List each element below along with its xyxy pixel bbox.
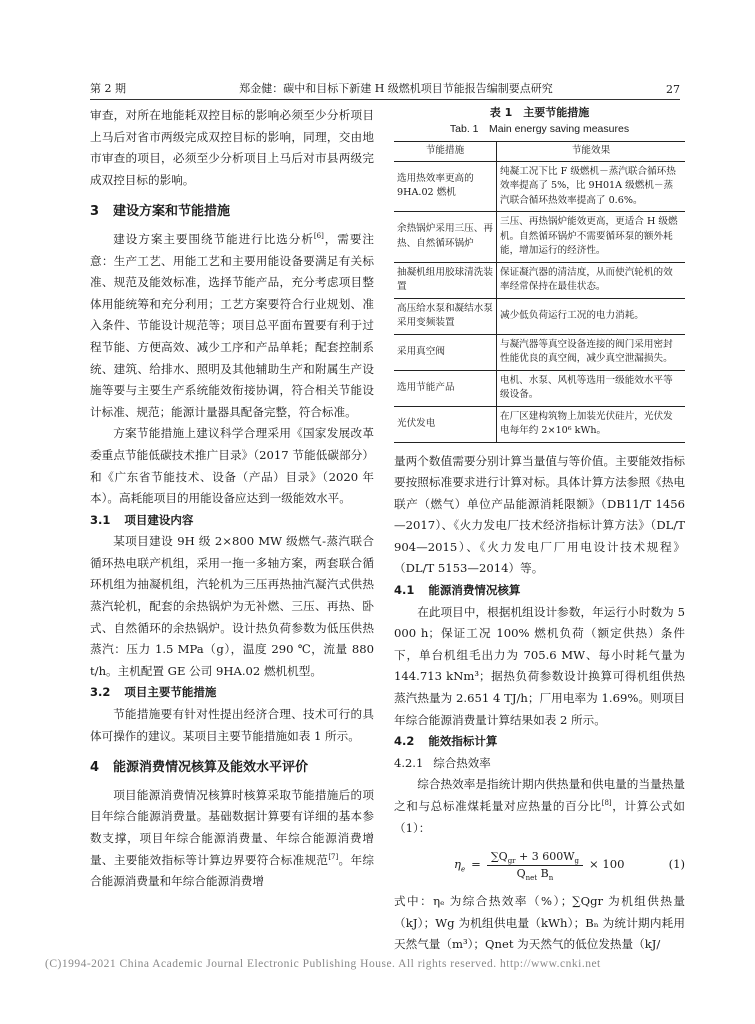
section-title: 建设方案和节能措施 [113, 204, 231, 220]
citation[interactable]: [7] [328, 852, 339, 861]
table-header-row [394, 142, 685, 162]
paragraph-s4-1: 在此项目中，根据机组设计参数，年运行小时数为 5 000 h；保证工况 100% 燃机负荷（额定供热）条件下，单台机组毛出力为 705.6 MW、每小时耗气量为 144.713 kNm³；据热负荷参数设计换算可得机组供热蒸汽热量为 2.651 4 TJ/h；厂用电率为 1.69%。则项目年综合能源消费量计算结果如表 2 所示。 [394, 604, 685, 727]
energy-measures-table [394, 141, 685, 443]
left-column [90, 105, 374, 893]
page-header [90, 78, 680, 100]
section-3-2-heading: 3.2 项目主要节能措施 [90, 685, 217, 700]
measure-cell: 选用节能产品 [394, 370, 497, 406]
measure-cell: 高压给水泵和凝结水泵采用变频装置 [394, 298, 497, 334]
effect-cell: 电机、水泵、风机等选用一级能效水平等级设备。 [497, 370, 686, 406]
section-3-heading [90, 201, 374, 223]
effect-cell: 与凝汽器等真空设备连接的阀门采用密封性能优良的真空阀，减少真空泄漏损失。 [497, 334, 686, 370]
table-1-caption: 表 1 主要节能措施 Tab. 1 Main energy saving measures [449, 106, 630, 135]
table-row [394, 161, 685, 212]
running-title: 郑金健：碳中和目标下新建 H 级燃机项目节能报告编制要点研究 [239, 82, 553, 95]
paragraph-s3-1: 建设方案主要围绕节能进行比选分析[6]，需要注意：生产工艺、用能工艺和主要用能设备要满足有关标准、规范及能效标准，选择节能产品，充分考虑项目整体用能统筹和充分利用；工艺方案要符合行业规划、准入条件、节能设计规范等；项目总平面布置要有利于过程节能、方便高效、减少工序和产品单耗；配套控制系统、建筑、给排水、照明及其他辅助生产和附属生产设施等要与主要生产系统能效衔接协调，符合相关节能设计标准、规范；能源计量器具配备完整，符合标准。 [90, 231, 374, 419]
measure-cell: 光伏发电 [394, 406, 497, 442]
effect-cell: 三压、再热锅炉能效更高，更适合 H 级燃机。自然循环锅炉不需要循环泵的额外耗能，增加运行的经济性。 [497, 212, 686, 263]
effect-cell: 减少低负荷运行工况的电力消耗。 [497, 298, 686, 334]
formula-equals: = [471, 857, 481, 872]
section-4-2-heading: 4.2 能效指标计算 [394, 734, 498, 749]
table-row [394, 298, 685, 334]
formula-denominator: $Q_{net}$ $B_n$ [516, 866, 554, 882]
paragraph-s3-2-body: 节能措施要有针对性提出经济合理、技术可行的具体可操作的建议。某项目主要节能措施如表 1 所示。 [90, 707, 374, 743]
column-header: 节能措施 [394, 142, 497, 162]
section-number: 3 [90, 204, 100, 220]
measure-cell: 抽凝机组用胶球清洗装置 [394, 262, 497, 298]
citation[interactable]: [6] [313, 232, 324, 241]
effect-cell: 保证凝汽器的清洁度，从而使汽轮机的效率经常保持在最佳状态。 [497, 262, 686, 298]
measure-cell: 采用真空阀 [394, 334, 497, 370]
formula-multiplier: × 100 [589, 857, 625, 872]
table-row [394, 406, 685, 442]
table-row [394, 262, 685, 298]
table-row [394, 334, 685, 370]
formula-lhs: $\eta_e$ [454, 857, 466, 874]
paragraph-s3-2: 方案节能措施上建议科学合理采用《国家发展改革委重点节能低碳技术推广目录》（2017 节能低碳部分）和《广东省节能技术、设备（产品）目录》（2020 年本）。高耗能项目的用能设备应达到一级能效水平。 [90, 426, 374, 506]
column-header: 节能效果 [497, 142, 686, 162]
measure-cell: 选用热效率更高的 9HA.02 燃机 [394, 161, 497, 212]
copyright-footer: (C)1994-2021 China Academic Journal Electronic Publishing House. All rights reserved. http://www.cnki.net [45, 958, 601, 970]
paragraph-where: 式中：ηₑ 为综合热效率（%）；∑Qgr 为机组供热量（kJ）；Wg 为机组供电量（kWh）；Bₙ 为统计期内耗用天然气量（m³）；Qnet 为天然气的低位发热量（kJ/ [394, 894, 685, 952]
formula-fraction [487, 849, 583, 882]
citation[interactable]: [8] [601, 799, 612, 808]
effect-cell: 在厂区建构筑物上加装光伏硅片，光伏发电每年约 2×10⁶ kWh。 [497, 406, 686, 442]
table-row [394, 370, 685, 406]
equation-1 [394, 843, 685, 887]
measure-cell: 余热锅炉采用三压、再热、自然循环锅炉 [394, 212, 497, 263]
table-row [394, 212, 685, 263]
section-4-1-heading: 4.1 能源消费情况核算 [394, 583, 521, 598]
section-4-2-1-heading: 4.2.1 综合热效率 [394, 755, 491, 770]
section-4-heading: 4 能源消费情况核算及能效水平评价 [90, 760, 309, 776]
page-number: 27 [666, 83, 680, 96]
paragraph-continued: 量两个数值需要分别计算当量值与等价值。主要能效指标要按照标准要求进行计算对标。具体计算方法参照《热电联产（燃气）单位产品能源消耗限额》（DB11/T 1456—2017）、《火力发电厂技术经济指标计算方法》（DL/T 904—2015）、《火力发电厂厂用电设计技术规程》（DL/T 5153—2014）等。 [394, 453, 685, 576]
effect-cell: 纯凝工况下比 F 级燃机－蒸汽联合循环热效率提高了 5%，比 9H01A 级燃机－蒸汽联合循环热效率提高了 0.6%。 [497, 161, 686, 212]
paragraph-s4: 项目能源消费情况核算时核算采取节能措施后的项目年综合能源消费量。基础数据计算要有详细的基本参数支撑，项目年综合能源消费量、年综合能源消费增量、主要能效指标等计算边界要符合标准规范[7]。年综合能源消费量和年综合能源消费增 [90, 787, 374, 889]
formula-numerator: $\sum Q_{gr} + 3$ $600W_g$ [487, 849, 583, 866]
equation-number: (1) [668, 857, 685, 872]
paragraph-intro: 审查，对所在地能耗双控目标的影响必须至少分析项目上马后对省市两级完成双控目标的影响，同理，交由地市审查的项目，必须至少分析项目上马后对市县两级完成双控目标的影响。 [90, 108, 374, 187]
issue-number: 第 2 期 [90, 82, 126, 95]
paragraph-s4-2-1: 综合热效率是指统计期内供热量和供电量的当量热量之和与总标准煤耗量对应热量的百分比[8]，计算公式如（1）： [394, 777, 685, 835]
right-column [394, 105, 685, 956]
paragraph-s3-1-body: 某项目建设 9H 级 2×800 MW 级燃气-蒸汽联合循环热电联产机组，采用一拖一多轴方案，两套联合循环机组为抽凝机组，汽轮机为三压再热抽汽凝汽式供热蒸汽轮机，配套的余热锅炉为无补燃、三压、再热、卧式、自然循环的余热锅炉。设计热负荷参数为低压供热蒸汽：压力 1.5 MPa（g），温度 290 ℃，流量 880 t/h。主机配置 GE 公司 9HA.02 燃机机型。 [90, 534, 374, 678]
section-3-1-heading: 3.1 项目建设内容 [90, 512, 194, 527]
